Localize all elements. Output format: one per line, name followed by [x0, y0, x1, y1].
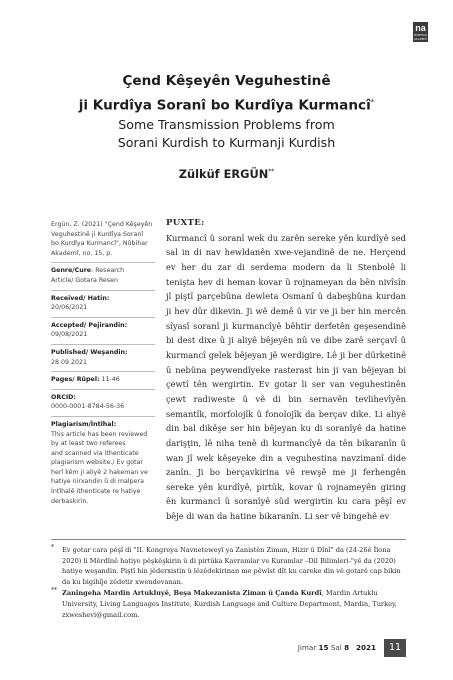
- issue-label: Jimar: [297, 643, 317, 652]
- accepted-date: 09/08/2021: [51, 331, 88, 339]
- citation-line: Ergün, Z. (2021) "Çend Kêşeyên: [51, 221, 153, 228]
- abstract-section: [166, 216, 406, 524]
- genre-value: : Research: [91, 267, 125, 275]
- issue-number: 15: [318, 643, 329, 652]
- orcid-block: [51, 390, 155, 417]
- pages-line: [51, 375, 155, 385]
- orcid-label: ORCID:: [51, 393, 76, 401]
- genre-value-2: Article/ Gotara Resen: [51, 276, 118, 284]
- received-date: 20/06/2021: [51, 304, 88, 312]
- plagiarism-label: Plagiarism/İntîhal:: [51, 420, 117, 428]
- plagiarism-line: İntîhalê ithenticate re hatiye: [51, 488, 141, 496]
- plagiarism-line: and scanned via ithenticate: [51, 449, 139, 457]
- footnote-2-mark: **: [51, 587, 57, 595]
- author-footnote-mark: **: [268, 168, 275, 176]
- pages-block: [51, 372, 155, 390]
- genre-block: [51, 263, 155, 290]
- subtitle-line-1: Some Transmission Problems from: [118, 117, 335, 132]
- author-name-text: Zülküf ERGÜN: [178, 167, 269, 181]
- footnote-divider: [51, 539, 406, 540]
- footnote-2-text: , Mardin Artuklu University, Living Languages Institute, Kurdish Language and Culture Department, Mardin, Turkey, zxweshevi@gmail.com.: [62, 589, 397, 619]
- footnote-1-mark: *: [51, 544, 54, 551]
- plagiarism-line: by at least two referees: [51, 440, 126, 448]
- pages-value: 11-46: [99, 376, 120, 384]
- plagiarism-line: herî kêm ji aliyê 2 hakeman ve: [51, 468, 148, 476]
- page-number: 11: [384, 639, 406, 657]
- plagiarism-line: hatiye nirxandin û di malpera: [51, 478, 144, 486]
- orcid-value[interactable]: 0000-0001-8784-56-36: [51, 403, 125, 411]
- article-info-sidebar: [51, 220, 155, 510]
- article-subtitle: [0, 116, 453, 152]
- logo-subtext: NÛBIHAR AKADEMÎ: [414, 34, 427, 41]
- article-title: [0, 71, 453, 117]
- received-label: Received/ Hatin:: [51, 294, 110, 302]
- received-block: [51, 291, 155, 318]
- footnote-1: [51, 545, 406, 587]
- published-label: Published/ Weşandin:: [51, 348, 128, 356]
- footnote-2-affiliation: Zanîngeha Mardin Artukluyê, Beşa Makezanista Ziman û Çanda Kurdî: [62, 589, 322, 598]
- year-number: 8: [344, 643, 350, 652]
- issue-info: [298, 643, 376, 652]
- accepted-label: Accepted/ Pejirandin:: [51, 321, 128, 329]
- plagiarism-line: derbaskirin.: [51, 497, 89, 505]
- footnote-1-text: Ev gotar cara pêşî di "II. Kongreya Navneteweyî ya Zanistên Ziman, Hizir û Dînî" da (24-26ê Îlona 2020) li Mêrdînê hatiye pêşkêşkirin û di pirtûka Kavramlar ve Kuramlar –Dil Bilimleri-"yê da (2020) hatiye weşandin. Piştî hin jêderxistin û lêzêdekirinan me pêwîst dît ku careke din vê gotarê cap bikin da ku bigihîje zêdetir xwendevanan.: [62, 546, 401, 586]
- title-line-1: Çend Kêşeyên Veguhestinê: [122, 73, 331, 89]
- plagiarism-line: plagiarism website./ Ev gotar: [51, 459, 143, 467]
- plagiarism-block: [51, 417, 155, 510]
- accepted-block: [51, 318, 155, 345]
- published-block: [51, 345, 155, 372]
- issue-separator: Sal: [330, 643, 342, 652]
- abstract-body: Kurmancî û soranî wek du zarên sereke yên kurdîyê sed sal in di nav hewldanên xwe-vejandinê de ne. Herçend ev her du zar di serdema modern da li Stenbolê li tenişta hev di heman kovar û rojnameyan da bên nivîsîn jî piştî parçebûna dewleta Osmanî û dabeşbûna kurdan ji hev dûr dikevin. Ji wê demê û vir ve ji ber hin mercên sîyasî soranî ji kurmancîyê bêhtir derfetên geşesendinê bi dest dixe û ji aliyê bêjeyên nû ve dibe zarê serçavî û kurmancî gelek bêjeyan jê werdigire. Lê ji ber dûrketinê û nebûna peywendîyeke rasterast hin ji van bêjeyan bi çewtî tên wergirtin. Ev gotar li ser van veguhestinên çewt radiweste û vê di bin sernavên tevlihevîyên semantîk, morfolojîk û fonolojîk da berçav dike. Li aliyê din bal dikêşe ser hin bêjeyan ku di soranîyê da hatine darişţin, lê niha tenê di kurmancîyê da tên bikaranîn û wan jî wek kêşeyeke din a veguhestina navzimanî dide zanîn. Ji bo berçavkirina vê rewşê me ji ferhengên sereke yên kurdîyê, pirtûk, kovar û rojnameyên giring ên kurmancî û soranîyê sûd wergirtin ku cara pêşî ev bêje di wan da hatine bikaranîn. Li ser vê bingehê ev: [166, 232, 406, 522]
- logo-mark: na: [415, 23, 426, 33]
- title-line-2: [0, 92, 453, 117]
- title-footnote-mark: *: [370, 98, 375, 106]
- plagiarism-line: This article has been reviewed: [51, 430, 148, 438]
- abstract-heading: PUXTE:: [166, 218, 205, 228]
- footnotes: [51, 545, 406, 621]
- genre-label: Genre/Cure: [51, 267, 92, 275]
- subtitle-line-2: Sorani Kurdish to Kurmanji Kurdish: [117, 135, 336, 150]
- published-date: 28.09.2021: [51, 358, 88, 366]
- author-name: [0, 167, 453, 181]
- footnote-2: [51, 588, 406, 620]
- citation-block: [51, 220, 155, 263]
- page-footer: [260, 639, 406, 657]
- title-line-2-text: ji Kurdîya Soranî bo Kurdîya Kurmancî: [78, 97, 371, 114]
- citation-line: Veguhestinê ji Kurdîya Soranî: [51, 230, 144, 238]
- genre-line: [51, 266, 155, 276]
- publication-year: 2021: [355, 643, 376, 652]
- citation-line: bo Kurdîya Kurmancî", Nûbihar: [51, 240, 148, 248]
- pages-label: Pages/ Rûpel:: [51, 376, 100, 384]
- journal-logo: [413, 22, 428, 42]
- citation-line: Akademî, no. 15, p.: [51, 249, 113, 257]
